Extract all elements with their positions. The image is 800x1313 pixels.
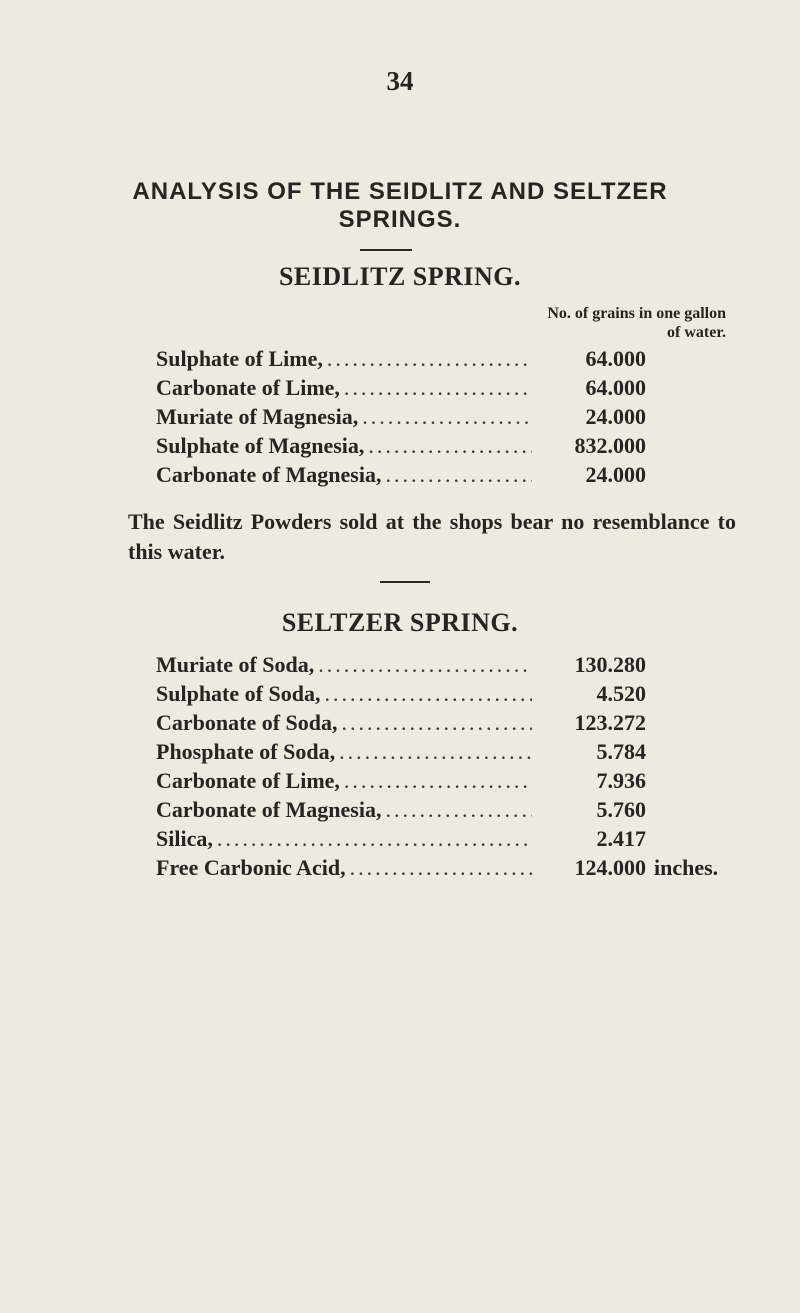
column-note-line1: No. of grains in one gallon [547,305,726,322]
ingredient-name: Muriate of Magnesia, [156,404,359,429]
table-row [156,855,719,883]
column-note [440,304,726,342]
seltzer-heading: SELTZER SPRING. [281,608,519,637]
ingredient-value: 24.000 [585,404,646,429]
ingredient-value: 5.760 [596,797,646,822]
table-row [156,462,646,490]
dot-leader [344,768,532,794]
ingredient-value: 832.000 [574,433,646,458]
ingredient-value: 2.417 [596,826,646,851]
ingredient-name: Carbonate of Soda, [156,710,338,735]
column-note-line2: of water. [667,324,726,341]
dot-leader [327,346,532,372]
dot-leader [385,797,532,823]
ingredient-name: Carbonate of Magnesia, [156,797,382,822]
ingredient-name: Sulphate of Soda, [156,681,321,706]
ingredient-name: Carbonate of Lime, [156,375,340,400]
ingredient-value: 7.936 [596,768,646,793]
dot-leader [324,681,532,707]
ingredient-name: Sulphate of Magnesia, [156,433,365,458]
dot-leader [385,462,532,488]
table-row [156,652,646,680]
ingredient-value: 130.280 [574,652,646,677]
ingredient-value: 124.000 [574,855,646,880]
ingredient-value: 123.272 [574,710,646,735]
dot-leader [342,710,532,736]
ingredient-name: Carbonate of Lime, [156,768,340,793]
table-row [156,433,646,461]
ingredient-value: 64.000 [585,375,646,400]
seidlitz-heading: SEIDLITZ SPRING. [278,262,522,291]
table-row [156,739,646,767]
table-row [156,797,646,825]
table-row [156,346,646,374]
ingredient-name: Silica, [156,826,213,851]
ingredient-value: 4.520 [596,681,646,706]
ingredient-name: Carbonate of Magnesia, [156,462,382,487]
ingredient-name: Sulphate of Lime, [156,346,323,371]
dot-leader [344,375,532,401]
dot-leader [217,826,532,852]
ingredient-name: Muriate of Soda, [156,652,315,677]
dot-leader [318,652,532,678]
section-divider [380,581,430,583]
ingredient-value: 64.000 [585,346,646,371]
document-title: ANALYSIS OF THE SEIDLITZ AND SELTZER SPRINGS. [132,178,668,233]
table-row [156,768,646,796]
dot-leader [339,739,532,765]
ingredient-value: 5.784 [596,739,646,764]
ingredient-value: 24.000 [585,462,646,487]
page-number: 34 [386,66,414,96]
ingredient-name: Phosphate of Soda, [156,739,336,764]
dot-leader [350,855,532,881]
section-divider [360,249,412,251]
ingredient-unit: inches. [654,855,719,880]
seidlitz-note: The Seidlitz Powders sold at the shops bear no resemblance to this water. [128,509,736,564]
dot-leader [362,404,532,430]
table-row [156,710,646,738]
dot-leader [368,433,532,459]
table-row [156,404,646,432]
table-row [156,826,646,854]
table-row [156,681,646,709]
ingredient-name: Free Carbonic Acid, [156,855,346,880]
table-row [156,375,646,403]
